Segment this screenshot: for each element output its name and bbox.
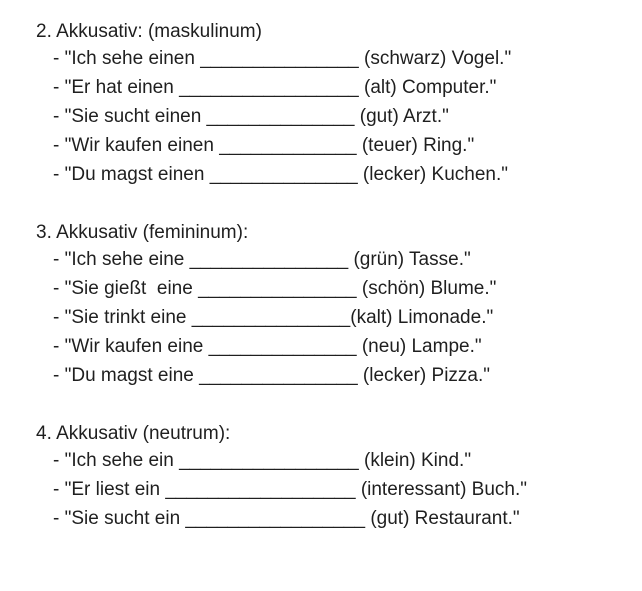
exercise-item: - "Wir kaufen einen _____________ (teuer) Ring." xyxy=(53,135,475,156)
exercise-item: - "Ich sehe eine _______________ (grün) Tasse." xyxy=(53,249,471,270)
section-neutrum xyxy=(36,422,636,533)
section-heading: 3. Akkusativ (femininum): xyxy=(36,222,249,243)
exercise-item: - "Sie sucht einen ______________ (gut) Arzt." xyxy=(53,106,449,127)
exercise-item: - "Sie trinkt eine _______________(kalt) Limonade." xyxy=(53,307,494,328)
exercise-item: - "Ich sehe einen _______________ (schwarz) Vogel." xyxy=(53,48,512,69)
exercise-item: - "Wir kaufen eine ______________ (neu) Lampe." xyxy=(53,336,482,357)
exercise-item: - "Du magst einen ______________ (lecker) Kuchen." xyxy=(53,164,508,185)
document-body xyxy=(36,20,636,533)
exercise-item: - "Du magst eine _______________ (lecker) Pizza." xyxy=(53,365,491,386)
exercise-item: - "Sie sucht ein _________________ (gut) Restaurant." xyxy=(53,508,520,529)
section-heading: 2. Akkusativ: (maskulinum) xyxy=(36,21,262,42)
exercise-item: - "Ich sehe ein _________________ (klein) Kind." xyxy=(53,450,472,471)
section-maskulinum xyxy=(36,20,636,189)
section-femininum xyxy=(36,221,636,390)
section-heading: 4. Akkusativ (neutrum): xyxy=(36,423,231,444)
exercise-item: - "Er hat einen _________________ (alt) Computer." xyxy=(53,77,497,98)
exercise-item: - "Er liest ein __________________ (interessant) Buch." xyxy=(53,479,528,500)
exercise-item: - "Sie gießt eine _______________ (schön) Blume." xyxy=(53,278,497,299)
